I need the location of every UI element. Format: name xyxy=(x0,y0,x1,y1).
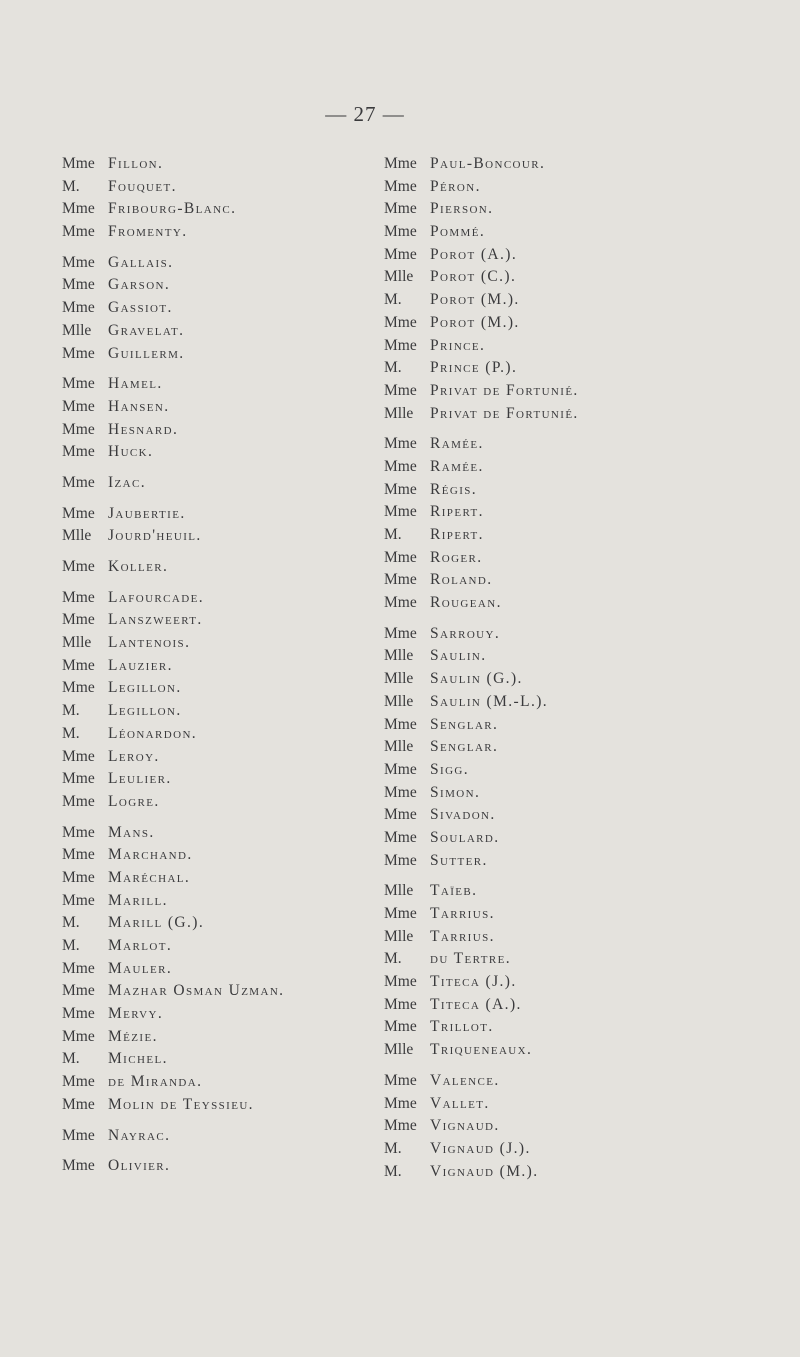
entry-name: Garson. xyxy=(108,276,171,294)
entry-title: Mme xyxy=(62,1126,95,1144)
list-item xyxy=(384,948,579,971)
entry-title: Mme xyxy=(62,1073,95,1091)
list-item xyxy=(384,479,579,502)
list-item xyxy=(62,980,284,1003)
entry-title: Mme xyxy=(62,891,95,909)
entry-title: Mlle xyxy=(384,268,414,286)
entry-title: Mme xyxy=(384,624,417,642)
entry-name: Trillot. xyxy=(430,1018,494,1036)
entry-name: Porot (M.). xyxy=(430,313,520,331)
entry-name: Legillon. xyxy=(108,679,182,697)
entry-title: Mme xyxy=(384,905,417,922)
list-item xyxy=(62,655,284,678)
entry-name: Hesnard. xyxy=(108,420,179,438)
group-spacer xyxy=(384,425,579,433)
list-item xyxy=(62,768,284,791)
entry-title: Mme xyxy=(384,594,417,612)
entry-title: Mme xyxy=(62,299,95,317)
list-item xyxy=(384,782,579,805)
entry-title: M. xyxy=(384,359,402,377)
entry-title: Mme xyxy=(384,973,417,991)
entry-name: Pierson. xyxy=(430,200,494,218)
entry-title: Mlle xyxy=(384,927,414,945)
entry-name: du Tertre. xyxy=(430,950,511,968)
list-item xyxy=(384,592,579,615)
entry-title: Mme xyxy=(384,480,417,498)
list-item xyxy=(384,153,579,176)
list-item xyxy=(384,266,579,289)
list-item xyxy=(384,1138,579,1161)
list-item xyxy=(62,609,284,632)
entry-title: Mme xyxy=(384,571,417,589)
entry-name: Mazhar Osman Uzman. xyxy=(108,982,285,1000)
entry-name: Sarrouy. xyxy=(430,624,501,642)
list-item xyxy=(62,221,284,244)
list-item xyxy=(62,791,284,814)
entry-title: Mme xyxy=(62,1027,95,1045)
list-item xyxy=(62,297,284,320)
list-item xyxy=(62,890,284,913)
entry-title: M. xyxy=(62,177,80,195)
list-item xyxy=(62,525,284,548)
entry-name: Prince. xyxy=(430,336,486,354)
entry-name: Marill (G.). xyxy=(108,914,205,932)
list-item xyxy=(62,343,284,366)
entry-title: Mlle xyxy=(384,738,414,756)
entry-title: Mme xyxy=(384,715,417,733)
list-item xyxy=(384,827,579,850)
entry-name: Roger. xyxy=(430,548,483,566)
entry-title: Mme xyxy=(384,1018,417,1036)
list-item xyxy=(384,357,579,380)
entry-name: Porot (M.). xyxy=(430,291,520,309)
list-item xyxy=(62,1071,284,1094)
entry-title: Mme xyxy=(384,457,417,475)
entry-name: Nayrac. xyxy=(108,1126,171,1144)
list-item xyxy=(384,433,579,456)
entry-title: M. xyxy=(62,937,80,954)
entry-title: Mme xyxy=(62,473,95,491)
list-item xyxy=(62,1094,284,1117)
entry-title: Mme xyxy=(62,747,95,765)
entry-name: Ramée. xyxy=(430,457,484,475)
entry-title: M. xyxy=(384,1162,402,1180)
entry-name: de Miranda. xyxy=(108,1073,203,1091)
entry-title: Mme xyxy=(384,806,417,824)
entry-name: Régis. xyxy=(430,480,478,498)
entry-title: Mme xyxy=(62,375,95,393)
list-item xyxy=(62,723,284,746)
entry-title: Mlle xyxy=(384,670,414,688)
list-item xyxy=(384,403,579,426)
entry-name: Marlot. xyxy=(108,937,173,954)
entry-name: Maréchal. xyxy=(108,868,191,886)
group-spacer xyxy=(62,1147,284,1155)
entry-name: Molin de Teyssieu. xyxy=(108,1095,254,1113)
entry-title: Mlle xyxy=(384,882,414,900)
entry-name: Legillon. xyxy=(108,702,182,720)
entry-name: Sivadon. xyxy=(430,806,496,824)
list-item xyxy=(384,221,579,244)
entry-name: Vignaud (M.). xyxy=(430,1162,539,1180)
list-item xyxy=(384,569,579,592)
entry-title: Mme xyxy=(62,679,95,697)
list-item xyxy=(384,736,579,759)
entry-name: Rougean. xyxy=(430,594,502,612)
entry-name: Mauler. xyxy=(108,959,173,977)
entry-title: M. xyxy=(62,702,80,720)
entry-title: Mme xyxy=(384,223,417,241)
group-spacer xyxy=(62,548,284,556)
list-item xyxy=(62,252,284,275)
list-item xyxy=(384,994,579,1017)
list-item xyxy=(384,380,579,403)
list-item xyxy=(384,759,579,782)
entry-title: Mme xyxy=(62,420,95,438)
entry-title: Mme xyxy=(62,276,95,294)
entry-name: Koller. xyxy=(108,558,169,575)
entry-title: Mme xyxy=(384,245,417,263)
entry-title: Mme xyxy=(62,504,95,522)
entry-title: M. xyxy=(384,526,402,543)
list-item xyxy=(62,1026,284,1049)
entry-title: M. xyxy=(62,914,80,932)
entry-name: Sutter. xyxy=(430,851,488,869)
entry-title: Mme xyxy=(384,851,417,869)
entry-title: Mme xyxy=(62,611,95,629)
list-item xyxy=(62,935,284,958)
entry-title: Mme xyxy=(62,1157,95,1175)
list-item xyxy=(62,1155,284,1178)
entry-title: Mme xyxy=(384,548,417,566)
entry-title: Mme xyxy=(384,336,417,354)
list-item xyxy=(62,503,284,526)
entry-title: Mme xyxy=(62,155,95,172)
list-item xyxy=(62,844,284,867)
entry-name: Titeca (A.). xyxy=(430,995,522,1013)
entry-name: Porot (A.). xyxy=(430,245,518,263)
entry-title: Mme xyxy=(384,155,417,172)
entry-title: Mme xyxy=(62,982,95,1000)
entry-name: Taïeb. xyxy=(430,882,478,900)
entry-title: Mme xyxy=(62,443,95,461)
entry-name: Guillerm. xyxy=(108,344,185,362)
entry-name: Prince (P.). xyxy=(430,359,518,377)
entry-name: Marchand. xyxy=(108,846,193,864)
list-item xyxy=(62,587,284,610)
list-item xyxy=(384,804,579,827)
list-item xyxy=(384,244,579,267)
entry-name: Leroy. xyxy=(108,747,160,765)
list-item xyxy=(384,668,579,691)
entry-title: Mme xyxy=(384,1117,417,1135)
entry-title: Mlle xyxy=(62,527,92,545)
list-item xyxy=(62,912,284,935)
list-item xyxy=(384,547,579,570)
entry-name: Senglar. xyxy=(430,715,499,733)
entry-title: Mme xyxy=(62,558,95,575)
entry-name: Triqueneaux. xyxy=(430,1041,533,1059)
entry-name: Saulin. xyxy=(430,647,487,665)
list-item xyxy=(384,691,579,714)
list-item xyxy=(384,1070,579,1093)
group-spacer xyxy=(62,495,284,503)
entry-name: Soulard. xyxy=(430,828,500,846)
entry-title: Mme xyxy=(62,1005,95,1023)
entry-title: Mme xyxy=(62,200,95,218)
entry-name: Lauzier. xyxy=(108,656,173,674)
entry-title: Mlle xyxy=(384,1041,414,1059)
list-item xyxy=(384,645,579,668)
entry-name: Sigg. xyxy=(430,760,470,778)
entry-name: Olivier. xyxy=(108,1157,171,1175)
entry-title: Mme xyxy=(384,503,417,521)
group-spacer xyxy=(384,872,579,880)
entry-name: Marill. xyxy=(108,891,168,909)
entry-title: Mme xyxy=(384,783,417,801)
entry-title: Mme xyxy=(62,588,95,606)
entry-name: Mézie. xyxy=(108,1027,158,1045)
entry-name: Gravelat. xyxy=(108,321,185,339)
list-item xyxy=(62,1003,284,1026)
list-item xyxy=(384,335,579,358)
entry-title: M. xyxy=(62,724,80,742)
entry-name: Lafourcade. xyxy=(108,588,204,606)
entry-name: Ripert. xyxy=(430,503,484,521)
entry-name: Vallet. xyxy=(430,1094,490,1112)
entry-name: Tarrius. xyxy=(430,927,495,945)
list-item xyxy=(384,1016,579,1039)
group-spacer xyxy=(62,365,284,373)
entry-name: Gallais. xyxy=(108,253,174,271)
entry-name: Logre. xyxy=(108,792,160,810)
group-spacer xyxy=(62,814,284,822)
entry-name: Senglar. xyxy=(430,738,499,756)
list-item xyxy=(62,419,284,442)
list-item xyxy=(384,198,579,221)
entry-title: Mme xyxy=(62,846,95,864)
list-item xyxy=(62,472,284,495)
entry-title: Mlle xyxy=(62,634,92,652)
list-item xyxy=(384,524,579,547)
group-spacer xyxy=(384,615,579,623)
entry-title: Mme xyxy=(384,177,417,195)
group-spacer xyxy=(62,579,284,587)
list-item xyxy=(62,1048,284,1071)
list-item xyxy=(62,198,284,221)
entry-title: Mme xyxy=(62,1095,95,1113)
entry-name: Pommé. xyxy=(430,223,486,241)
entry-title: M. xyxy=(62,1050,80,1068)
entry-name: Michel. xyxy=(108,1050,168,1068)
entry-name: Lanszweert. xyxy=(108,611,203,629)
entry-title: Mme xyxy=(384,313,417,331)
list-item xyxy=(384,1115,579,1138)
entry-name: Péron. xyxy=(430,177,481,195)
entry-name: Léonardon. xyxy=(108,724,198,742)
entry-name: Valence. xyxy=(430,1071,500,1089)
entry-name: Jaubertie. xyxy=(108,504,186,522)
entry-title: M. xyxy=(384,291,402,309)
entry-name: Porot (C.). xyxy=(430,268,517,286)
entry-title: Mme xyxy=(62,223,95,241)
entry-title: Mme xyxy=(62,656,95,674)
entry-title: Mme xyxy=(62,792,95,810)
page-number: — 27 — xyxy=(325,102,405,126)
entry-title: Mme xyxy=(384,1071,417,1089)
entry-name: Saulin (G.). xyxy=(430,670,523,688)
list-item xyxy=(384,1039,579,1062)
entry-title: Mme xyxy=(62,959,95,977)
entry-name: Privat de Fortunié. xyxy=(430,381,579,399)
entry-name: Fillon. xyxy=(108,155,164,172)
list-item xyxy=(62,1125,284,1148)
entry-name: Vignaud (J.). xyxy=(430,1139,531,1157)
list-item xyxy=(62,958,284,981)
list-item xyxy=(384,926,579,949)
entry-name: Tarrius. xyxy=(430,905,495,922)
list-item xyxy=(62,700,284,723)
entry-title: Mme xyxy=(384,381,417,399)
list-item xyxy=(62,441,284,464)
entry-name: Roland. xyxy=(430,571,493,589)
entry-title: Mme xyxy=(384,435,417,453)
entry-name: Huck. xyxy=(108,443,154,461)
entry-title: Mme xyxy=(62,823,95,841)
entry-title: Mlle xyxy=(384,647,414,665)
list-item xyxy=(62,176,284,199)
entry-name: Ripert. xyxy=(430,526,484,543)
entry-name: Mans. xyxy=(108,823,155,841)
entry-name: Lantenois. xyxy=(108,634,191,652)
group-spacer xyxy=(384,1062,579,1070)
group-spacer xyxy=(62,464,284,472)
entry-name: Jourd'heuil. xyxy=(108,527,202,545)
entry-name: Izac. xyxy=(108,473,147,491)
list-item xyxy=(384,289,579,312)
entry-title: Mme xyxy=(384,200,417,218)
group-spacer xyxy=(62,244,284,252)
entry-name: Vignaud. xyxy=(430,1117,500,1135)
list-item xyxy=(62,746,284,769)
list-item xyxy=(384,1161,579,1184)
entry-title: Mme xyxy=(62,397,95,415)
list-item xyxy=(384,501,579,524)
entry-title: Mme xyxy=(62,868,95,886)
list-item xyxy=(384,312,579,335)
entry-title: Mme xyxy=(384,1094,417,1112)
list-item xyxy=(384,850,579,873)
group-spacer xyxy=(62,1117,284,1125)
list-item xyxy=(384,176,579,199)
entry-title: Mme xyxy=(384,995,417,1013)
entry-name: Hamel. xyxy=(108,375,163,393)
entry-name: Gassiot. xyxy=(108,299,173,317)
entry-name: Privat de Fortunié. xyxy=(430,404,579,422)
list-item xyxy=(62,822,284,845)
entry-name: Paul-Boncour. xyxy=(430,155,546,172)
list-item xyxy=(62,632,284,655)
entry-name: Simon. xyxy=(430,783,481,801)
entry-title: Mme xyxy=(384,828,417,846)
entry-name: Fromenty. xyxy=(108,223,188,241)
entry-title: Mlle xyxy=(384,404,414,422)
entry-name: Ramée. xyxy=(430,435,484,453)
entry-name: Hansen. xyxy=(108,397,170,415)
entry-title: M. xyxy=(384,950,402,968)
entry-title: M. xyxy=(384,1139,402,1157)
entry-title: Mlle xyxy=(384,692,414,710)
entry-name: Saulin (M.-L.). xyxy=(430,692,549,710)
list-item xyxy=(384,971,579,994)
list-item xyxy=(62,396,284,419)
entry-title: Mme xyxy=(62,344,95,362)
list-item xyxy=(62,320,284,343)
left-column xyxy=(62,153,284,1178)
list-item xyxy=(62,867,284,890)
entry-title: Mme xyxy=(62,770,95,788)
list-item xyxy=(62,153,284,176)
entry-name: Titeca (J.). xyxy=(430,973,517,991)
entry-name: Mervy. xyxy=(108,1005,164,1023)
entry-name: Fouquet. xyxy=(108,177,177,195)
entry-title: Mme xyxy=(62,253,95,271)
list-item xyxy=(384,1093,579,1116)
list-item xyxy=(384,903,579,926)
entry-name: Leulier. xyxy=(108,770,172,788)
entry-name: Fribourg-Blanc. xyxy=(108,200,237,218)
list-item xyxy=(62,274,284,297)
list-item xyxy=(62,677,284,700)
list-item xyxy=(384,456,579,479)
right-column xyxy=(384,153,579,1183)
list-item xyxy=(62,556,284,579)
list-item xyxy=(384,714,579,737)
entry-title: Mlle xyxy=(62,321,92,339)
list-item xyxy=(384,880,579,903)
list-item xyxy=(384,623,579,646)
entry-title: Mme xyxy=(384,760,417,778)
list-item xyxy=(62,373,284,396)
